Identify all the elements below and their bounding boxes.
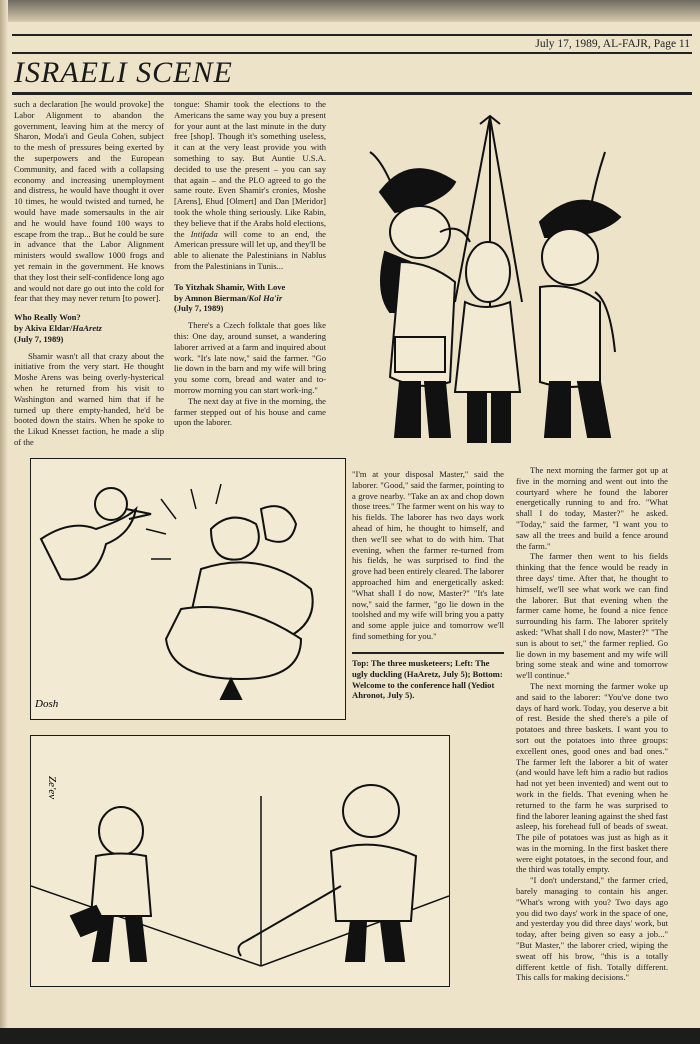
article-title: Who Really Won?: [14, 312, 81, 323]
article-continuation: [174, 99, 326, 272]
article-continuation: such a declaration [he would provoke] the Labor Alignment to abandon the government, leaving him at the mercy of Sharon, Moda'i and Geula Cohen, subject to the mesh of pressures being exerted by the superpowers and the European Community, and faced with a collapsing economy and increasing unemployment and distress, he would have thought it over 10 times, he would twisted and turned, he would have made somersaults in the air and he would have found 100 ways to escape from the trap... But he could be sure in advance that the Labor Alignment ministers would swallow 1000 frogs and yet remain in the government. He knows that they lost their self-confidence long ago and would not dare go out into the cold for fear that they may never return [to power].: [14, 99, 164, 304]
continuation-italic: Intifada: [190, 228, 218, 239]
byline-prefix: by Amnon Bierman/: [174, 292, 249, 303]
continuation-tail: will come to an end, the American pressure will let up, and they'll be able to alienate the Palestinians in Nablus from the Palestinians in Tunis...: [174, 228, 326, 271]
article-paragraph: "I don't understand," the farmer cried, barely managing to contain his anger. "What's wrong with you? Two days ago you did two days' work in the space of one, and yesterday you did three days' work, but today, after being given so easy a job..." "But Master," the laborer cried, wiping the sweat off his brow, "this is a totally different kettle of fish. Totally different. This calls for making decisions.": [516, 875, 668, 983]
article-date: (July 7, 1989): [14, 333, 64, 344]
page-header-date: July 17, 1989, AL-FAJR, Page 11: [535, 38, 690, 50]
column-1: [14, 99, 164, 448]
caption-rule: [352, 652, 504, 654]
conference-drawing: [31, 736, 449, 986]
musketeer-right: [540, 152, 620, 437]
ugly-duckling: [41, 509, 136, 580]
article-paragraph: "I'm at your disposal Master," said the laborer. "Good," said the farmer, pointing to a grove nearby. "Take an ax and chop down those trees." The farmer went on his way to his fields. The laborer has two days work ahead of him, he thought to himself, and then we'll see what to do with him. That evening, when the farmer re-turned from his fields, he was surprised to find the grove had been entirely cleared. The laborer approached him and energetically asked: "What shall I do now, Master?" "It's late now," said the farmer, "go lie down in the toolshed and my wife will bring you a patty and some apple juice and tomorrow we'll find something for you.": [352, 469, 504, 641]
article-date: (July 7, 1989): [174, 303, 224, 314]
three-musketeers-cartoon: [360, 112, 650, 452]
column-4: [516, 465, 668, 983]
section-title-rule: [12, 92, 692, 95]
byline-source: Kol Ha'ir: [248, 292, 283, 303]
motion-lines: [146, 484, 221, 559]
continuation-text: tongue: Shamir took the elections to the Americans the same way you buy a present for your aunt at the last minute in the duty free [shop]. Though it's something useless, it can at the very least provide you with something to say. But Auntie U.S.A. decided to use the present – you can say that again – and the PLO agreed to go the same route. Even Shamir's cronies, Moshe [Arens], Ehud [Olmert] and Dan [Meridor] took the whole thing seriously. Like Rabin, they believe that if the Arabs hold elections, the: [174, 99, 326, 239]
figure-right: [238, 785, 416, 961]
column-3: [352, 469, 504, 642]
musketeer-middle: [455, 242, 520, 442]
cartoon-caption: Top: The three musketeers; Left: The ugly duckling (HaAretz, July 5); Bottom: Welcome to the conference hall (Yediot Ahronot, July 5).: [352, 658, 503, 701]
column-2: [174, 99, 326, 428]
article-paragraph: The next morning the farmer woke up and said to the laborer: "You've done two days of hard work. Today, you deserve a bit of rest. Beside the shed there's a pile of potatoes and three baskets. I want you to sort out the potatoes into three groups: excellent ones, good ones and bad ones." The farmer left the laborer a bit of water (and would have left him a radio but radios had not yet been invented) and went out to work in the fields. That evening when he returned to the farm he was surprised to find the laborer leaning against the shed fast asleep, his forehead full of beads of sweat. The pile of potatoes was just as high as it was in the morning. In the first basket there were eight potatoes, in the second four, and the third was totally empty.: [516, 680, 669, 875]
article-title-who-really-won: [14, 312, 164, 344]
ducks-drawing: [31, 459, 345, 719]
article-title-shamir: [174, 282, 326, 314]
scan-bottom-edge: [0, 1028, 700, 1044]
figure-left: [71, 807, 151, 961]
article-title: To Yitzhak Shamir, With Love: [174, 281, 286, 292]
article-paragraph: There's a Czech folktale that goes like this: One day, around sunset, a wandering laborer arrived at a farm and inquired about work. "It's late now," said the farmer. "Go lie down in the barn and my wife will bring you some corn, bread and water and to-morrow morning you can start work-ing.": [174, 320, 326, 395]
binding-shadow: [0, 0, 8, 1044]
header-rule-bottom: [12, 52, 692, 54]
article-paragraph: The farmer then went to his fields thinking that the fence would be ready in three days' time. After that, he thought to himself, we'll see what work we can find the laborer. But that evening when the farmer came home, he found a nice fence surrounding his farm. The laborer spritely asked: "What shall I do now, Master?" "The sun is about to set," the farmer replied. Go lie down in my basement and my wife will bring some steak and wine and tomorrow we'll continue.": [516, 551, 668, 681]
section-title: ISRAELI SCENE: [14, 56, 233, 89]
artist-signature: Ze'ev: [46, 776, 58, 800]
artist-signature: Dosh: [35, 698, 59, 710]
byline-source: HaAretz: [72, 322, 102, 333]
duck: [211, 518, 259, 560]
conference-hall-cartoon: [30, 735, 450, 987]
header-rule-top: [12, 34, 692, 36]
ugly-duckling-cartoon: [30, 458, 346, 720]
article-paragraph: The next day at five in the morning, the farmer stepped out of his house and came upon the laborer.: [174, 395, 326, 428]
byline-prefix: by Akiva Eldar/: [14, 322, 73, 333]
musketeer-left: [370, 152, 470, 437]
page-edge-shadow: [0, 0, 700, 22]
article-paragraph: The next morning the farmer got up at five in the morning and went out into the courtyard where he found the laborer energetically running to and fro. "What shall I do today, Master?" he asked. "Today," said the farmer, "I want you to saw all the trees and build a fence around the farm.": [516, 465, 668, 551]
duck: [261, 506, 296, 542]
article-body: Shamir wasn't all that crazy about the initiative from the very start. He thought Moshe Arens was being overly-hysterical when he returned from his visit to Washington and warned him that if he turned up there empty-handed, he'd be booted down the stairs. When he spoke to the Likud Knesset faction, he made a slip of the: [14, 350, 164, 447]
